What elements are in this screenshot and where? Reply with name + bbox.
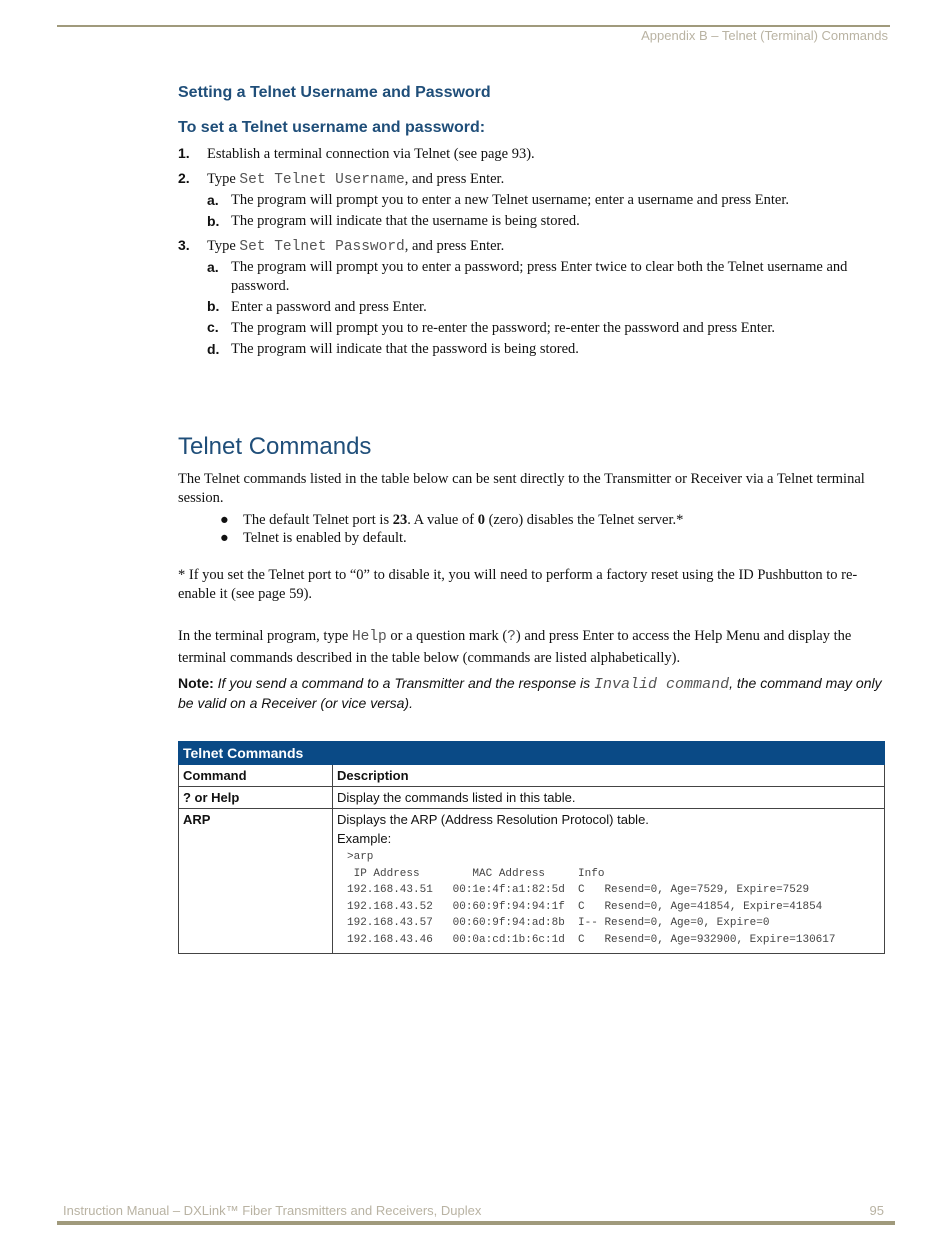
substep-letter: b. bbox=[207, 213, 220, 229]
substep-letter: a. bbox=[207, 259, 219, 275]
procedure-heading: To set a Telnet username and password: bbox=[178, 119, 486, 136]
bullet-icon: ● bbox=[220, 530, 229, 546]
bullet-text: The default Telnet port is 23. A value of 0 (zero) disables the Telnet server.* bbox=[243, 512, 684, 528]
substep-text: The program will prompt you to enter a new Telnet username; enter a username and press Enter. bbox=[231, 192, 789, 208]
column-header-command: Command bbox=[179, 765, 333, 787]
table-row bbox=[179, 787, 885, 809]
step-text: Type Set Telnet Password, and press Enter. bbox=[207, 238, 505, 255]
page-number: 95 bbox=[869, 1203, 884, 1218]
step-number: 1. bbox=[178, 145, 190, 161]
substep-text: The program will indicate that the password is being stored. bbox=[231, 341, 579, 357]
step-text: Establish a terminal connection via Telnet (see page 93). bbox=[207, 146, 535, 162]
substep-text: The program will prompt you to enter a password; press Enter twice to clear both the Telnet username and password. bbox=[231, 259, 848, 294]
command-cell: ARP bbox=[179, 809, 333, 954]
description-cell bbox=[333, 809, 885, 954]
telnet-commands-table bbox=[178, 741, 885, 954]
substep-letter: a. bbox=[207, 192, 219, 208]
step-number: 3. bbox=[178, 237, 190, 253]
substep-text: The program will indicate that the username is being stored. bbox=[231, 213, 580, 229]
step-number: 2. bbox=[178, 170, 190, 186]
example-label: Example: bbox=[337, 831, 392, 846]
section-heading: Setting a Telnet Username and Password bbox=[178, 84, 491, 101]
step-text: Type Set Telnet Username, and press Enter. bbox=[207, 171, 505, 188]
bullet-icon: ● bbox=[220, 512, 229, 528]
header-rule bbox=[57, 25, 890, 27]
section-title: Telnet Commands bbox=[178, 433, 372, 460]
arp-example-output: >arp IP Address MAC Address Info 192.168.43.51 00:1e:4f:a1:82:5d C Resend=0, Age=7529, Expire=7529 192.168.43.52 00:60:9f:94:94:1f C Resend=0, Age=41854, Expire=41854 192.168.43.57 00:60:9f:94:ad:8b I-- Resend=0, Age=0, Expire=0 192.168.43.46 00:0a:cd:1b:6c:1d C Resend=0, Age=932900, Expire=130617 bbox=[347, 851, 836, 946]
substep-letter: b. bbox=[207, 298, 220, 314]
substep-text: Enter a password and press Enter. bbox=[231, 299, 427, 315]
substep-letter: d. bbox=[207, 341, 220, 357]
table-title: Telnet Commands bbox=[179, 742, 885, 765]
substep-text: The program will prompt you to re-enter the password; re-enter the password and press Enter. bbox=[231, 320, 775, 336]
command-code: Set Telnet Password bbox=[239, 239, 405, 255]
command-code: Set Telnet Username bbox=[239, 172, 405, 188]
help-paragraph: In the terminal program, type Help or a question mark (?) and press Enter to access the Help Menu and display the terminal commands described in the table below (commands are listed alphabetically). bbox=[178, 628, 852, 666]
description-cell: Display the commands listed in this table. bbox=[333, 787, 885, 809]
footer-rule bbox=[57, 1221, 895, 1225]
running-header: Appendix B – Telnet (Terminal) Commands bbox=[641, 28, 888, 43]
substep-letter: c. bbox=[207, 319, 219, 335]
column-header-description: Description bbox=[333, 765, 885, 787]
bullet-text: Telnet is enabled by default. bbox=[243, 530, 407, 546]
footnote: * If you set the Telnet port to “0” to disable it, you will need to perform a factory reset using the ID Pushbutton to re-enable it (see page 59). bbox=[178, 567, 858, 602]
footer-manual-title: Instruction Manual – DXLink™ Fiber Transmitters and Receivers, Duplex bbox=[63, 1203, 482, 1218]
table-row bbox=[179, 809, 885, 954]
intro-paragraph: The Telnet commands listed in the table below can be sent directly to the Transmitter or Receiver via a Telnet terminal session. bbox=[178, 471, 865, 506]
description-text: Displays the ARP (Address Resolution Protocol) table. bbox=[337, 812, 649, 827]
note: Note: If you send a command to a Transmitter and the response is Invalid command, the command may only be valid on a Receiver (or vice versa). bbox=[178, 675, 882, 711]
command-cell: ? or Help bbox=[179, 787, 333, 809]
note-label: Note: bbox=[178, 675, 214, 691]
